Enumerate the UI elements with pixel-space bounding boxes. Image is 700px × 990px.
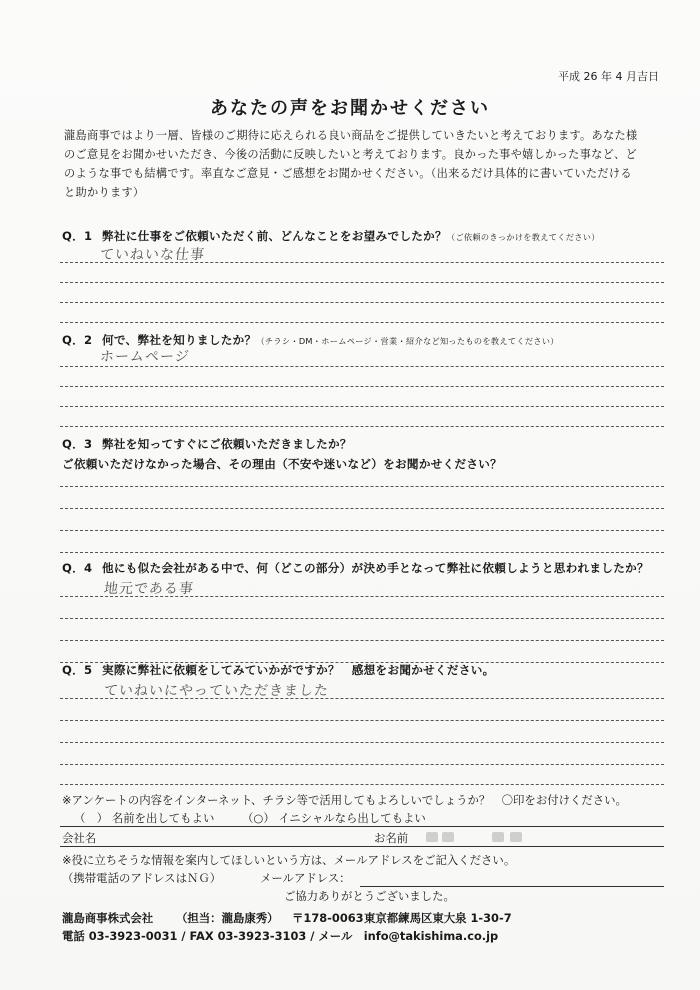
option-mark[interactable]: （○） (242, 811, 275, 825)
info-request: ※役に立ちそうな情報を案内してほしいという方は、メールアドレスをご記入ください。 (62, 853, 516, 867)
intro-line: 瀧島商事ではより一層、皆様のご期待に応えられる良い商品をご提供していきたいと考えております。あなた様 (64, 129, 638, 142)
question-5 (62, 662, 495, 678)
company-label: 会社名 (62, 831, 97, 845)
date: 平成 26 年 4 月吉日 (558, 70, 659, 83)
answer-line (60, 486, 664, 487)
option-label: 名前を出してもよい (111, 811, 215, 825)
answer-line (60, 530, 664, 531)
answer-line (60, 698, 664, 699)
question-note: （ご依頼のきっかけを教えてください） (446, 232, 600, 242)
intro-text (64, 126, 664, 202)
answer-line (60, 262, 664, 263)
consent-option-initials[interactable] (242, 810, 426, 826)
answer-line (60, 508, 664, 509)
answer-2[interactable]: ホームページ (99, 349, 191, 365)
answer-4[interactable]: 地元である事 (103, 581, 195, 597)
question-text: 他にも似た会社がある中で、何（どこの部分）が決め手となって弊社に依頼しようと思われましたか？ (102, 561, 649, 575)
redacted-mark (426, 832, 438, 842)
question-4 (62, 560, 649, 576)
answer-line (60, 322, 664, 323)
page-title: あなたの声をお聞かせください (210, 98, 490, 119)
redacted-mark (510, 832, 522, 842)
intro-line: のご意見をお聞かせいただき、今後の活動に反映したいと考えております。良かった事や嬉しかった事など、ど (64, 148, 638, 161)
answer-line (60, 720, 664, 721)
email-label: メールアドレス： (260, 871, 351, 885)
consent-option-name[interactable] (74, 810, 214, 826)
field-border-top (60, 826, 664, 827)
question-note: （チラシ・DM・ホームページ・営業・紹介など知ったものを教えてください） (256, 336, 559, 346)
answer-line (60, 596, 664, 597)
question-text: 何で、弊社を知りましたか？ (102, 333, 257, 347)
mobile-note: （携帯電話のアドレスはＮＧ） (62, 871, 222, 885)
answer-line (60, 640, 664, 641)
contact-line: 電話 03-3923-0031 / FAX 03-3923-3103 / メール info@takishima.co.jp (62, 929, 499, 943)
name-label: お名前 (374, 831, 409, 845)
question-number: Q．5 (62, 663, 93, 677)
answer-line (60, 784, 664, 785)
redacted-mark (492, 832, 504, 842)
question-number: Q．4 (62, 561, 93, 575)
redacted-mark (442, 832, 454, 842)
question-number: Q．1 (62, 229, 93, 243)
question-text: 実際に弊社に依頼をしてみていかがですか？ 感想をお聞かせください。 (102, 663, 495, 677)
answer-line (60, 386, 664, 387)
question-text: 弊社を知ってすぐにご依頼いただきましたか？ (102, 437, 352, 451)
answer-line (60, 426, 664, 427)
option-mark[interactable]: （ ） (74, 811, 109, 825)
answer-1[interactable]: ていねいな仕事 (99, 247, 206, 263)
intro-line: のような事でも結構です。率直なご意見・ご感想をお聞かせください。（出来るだけ具体的に書いていただける (64, 167, 632, 180)
question-3 (62, 436, 352, 452)
answer-line (60, 406, 664, 407)
answer-line (60, 282, 664, 283)
question-3-sub: ご依頼いただけなかった場合、その理由（不安や迷いなど）をお聞かせください？ (62, 457, 503, 471)
question-1 (62, 228, 600, 244)
field-border-bottom (60, 846, 664, 847)
question-number: Q．2 (62, 333, 93, 347)
contact-person: （担当：瀧島康秀） (176, 911, 279, 925)
company-name: 瀧島商事株式会社 (62, 911, 154, 925)
answer-line (60, 618, 664, 619)
answer-line (60, 552, 664, 553)
question-text: 弊社に仕事をご依頼いただく前、どんなことをお望みでしたか？ (102, 229, 447, 243)
answer-line (60, 302, 664, 303)
answer-line (60, 764, 664, 765)
option-label: イニシャルなら出してもよい (278, 811, 426, 825)
thanks-text: ご協力ありがとうございました。 (284, 889, 455, 903)
consent-question: ※アンケートの内容をインターネット、チラシ等で活用してもよろしいでしょうか？ 〇印をお付けください。 (62, 793, 627, 807)
intro-line: と助かります） (64, 186, 145, 199)
answer-line (60, 366, 664, 367)
address: 東京都練馬区東大泉 1-30-7 (364, 911, 512, 925)
postal-code: 〒178-0063 (292, 911, 364, 925)
question-number: Q．3 (62, 437, 93, 451)
answer-5[interactable]: ていねいにやっていただきました (103, 683, 330, 699)
email-input-line[interactable] (360, 886, 664, 887)
answer-line (60, 742, 664, 743)
